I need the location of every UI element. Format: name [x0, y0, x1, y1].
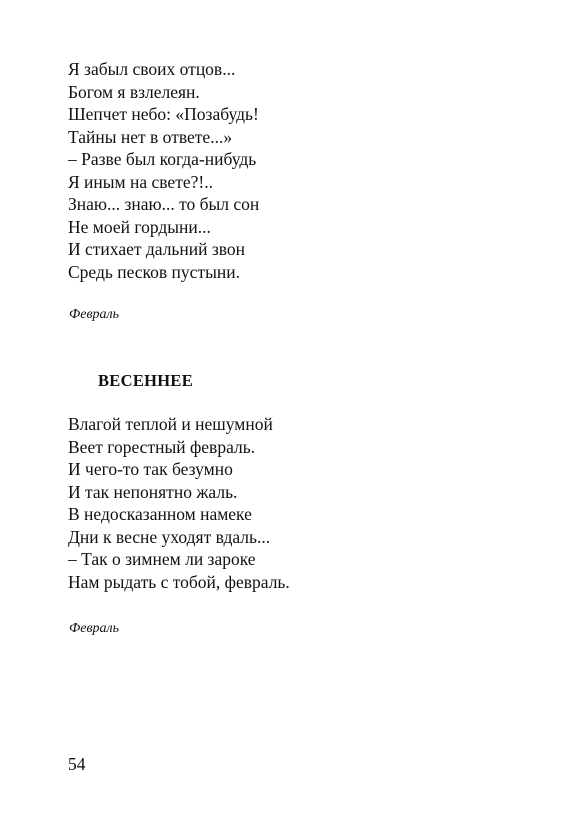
- poem-line: – Так о зимнем ли зароке: [68, 549, 256, 569]
- poem-line: Шепчет небо: «Позабудь!: [68, 104, 259, 124]
- poem-line: Веет горестный февраль.: [68, 436, 256, 457]
- poem-line: Знаю... знаю... то был сон: [68, 194, 260, 214]
- poem-1-date: Февраль: [69, 307, 120, 322]
- poem-line: Не моей гордыни...: [68, 216, 211, 237]
- poem-line: И стихает дальний звон: [68, 239, 246, 259]
- poem-line: И чего-то так безумно: [68, 459, 233, 479]
- poem-line: – Разве был когда-нибудь: [68, 149, 257, 169]
- poem-line: Средь песков пустыни.: [68, 261, 240, 282]
- poem-2-body: [68, 413, 290, 593]
- poem-line: Тайны нет в ответе...»: [68, 126, 233, 147]
- poem-line: В недосказанном намеке: [68, 504, 252, 524]
- poem-line: Влагой теплой и нешумной: [68, 414, 273, 434]
- poem-line: И так непонятно жаль.: [68, 481, 238, 502]
- poem-2-title: ВЕСЕННЕЕ: [98, 371, 194, 390]
- poem-line: Нам рыдать с тобой, февраль.: [68, 571, 290, 592]
- poem-2-date: Февраль: [69, 621, 120, 636]
- poem-line: Я забыл своих отцов...: [68, 59, 236, 79]
- poem-line: Я иным на свете?!..: [68, 171, 213, 192]
- page-number: 54: [68, 754, 86, 774]
- poem-1-body: [68, 58, 259, 283]
- poem-line: Богом я взлелеян.: [68, 81, 200, 102]
- poem-line: Дни к весне уходят вдаль...: [68, 526, 271, 547]
